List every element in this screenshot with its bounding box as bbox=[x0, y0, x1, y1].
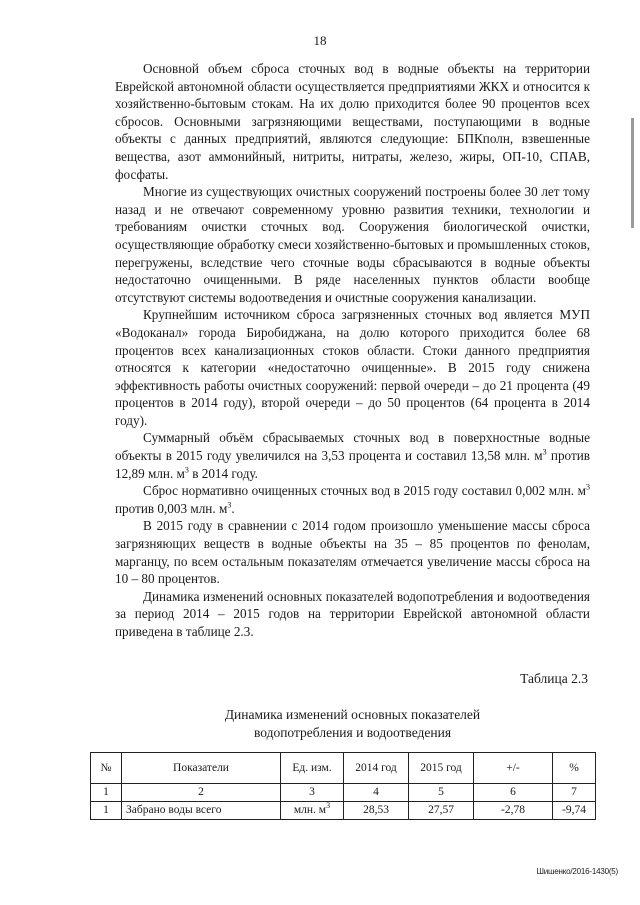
unit-text: млн. м bbox=[293, 804, 327, 816]
scan-edge-mark bbox=[631, 118, 634, 228]
text-segment: против 12,89 млн. м bbox=[115, 448, 591, 481]
table-cell-number: 1 bbox=[91, 802, 122, 820]
text-segment: в 2014 году. bbox=[188, 465, 258, 481]
table-numbering-row bbox=[91, 784, 596, 802]
superscript: 3 bbox=[326, 801, 331, 811]
text-segment: . bbox=[231, 500, 235, 516]
table-title-line: Динамика изменений основных показателей bbox=[224, 707, 481, 722]
table-cell: 2 bbox=[122, 784, 281, 802]
table-title bbox=[115, 706, 590, 742]
header-cell-number: № bbox=[91, 753, 122, 784]
paragraph-treatment-facilities: Многие из существующих очистных сооружений построены более 30 лет тому назад и не отвечают современному уровню развития техники, технологии и требованиям очистки сточных вод. Сооружения биологической очистки, осуществляющие обработку смеси хозяйственно-бытовых и промышленных стоков, перегружены, вследствие чего сточные воды сбрасываются в водные объекты недостаточно очищенными. В ряде населенных пунктов области вообще отсутствуют системы водоотведения и очистные сооружения канализации. bbox=[115, 184, 590, 305]
page-number: 18 bbox=[313, 33, 327, 48]
table-cell: 4 bbox=[344, 784, 409, 802]
document-body bbox=[115, 60, 590, 641]
paragraph-wastewater-volume: Основной объем сброса сточных вод в водные объекты на территории Еврейской автономной области осуществляется предприятиями ЖКХ и относится к хозяйственно-бытовым стокам. На их долю приходится более 90 процентов всех сбросов. Основными загрязняющими веществами, поступающими в водные объекты с данных предприятий, являются следующие: БПКполн, взвешенные вещества, азот аммонийный, нитриты, нитраты, железо, жиры, ОП-10, СПАВ, фосфаты. bbox=[115, 61, 590, 182]
header-cell-2015: 2015 год bbox=[409, 753, 474, 784]
header-cell-2014: 2014 год bbox=[344, 753, 409, 784]
table-cell: 3 bbox=[281, 784, 344, 802]
superscript: 3 bbox=[184, 465, 189, 475]
table-cell-indicator: Забрано воды всего bbox=[122, 802, 281, 820]
indicators-table bbox=[90, 752, 596, 820]
paragraph-normative-discharge bbox=[115, 482, 590, 517]
table-cell-unit bbox=[281, 802, 344, 820]
table-cell: 1 bbox=[91, 784, 122, 802]
paragraph-table-reference: Динамика изменений основных показателей водопотребления и водоотведения за период 2014 – 2015 годов на территории Еврейской автономной области приведена в таблице 2.3. bbox=[115, 588, 590, 639]
header-cell-percent: % bbox=[553, 753, 596, 784]
paragraph-total-discharge bbox=[115, 429, 590, 482]
table-cell-percent: -9,74 bbox=[553, 802, 596, 820]
table-cell-diff: -2,78 bbox=[474, 802, 553, 820]
table-title-line: водопотребления и водоотведения bbox=[253, 725, 452, 740]
header-cell-indicator: Показатели bbox=[122, 753, 281, 784]
superscript: 3 bbox=[227, 500, 232, 510]
text-segment: против 0,003 млн. м bbox=[115, 500, 228, 516]
header-cell-unit: Ед. изм. bbox=[281, 753, 344, 784]
text-segment: Суммарный объём сбрасываемых сточных вод в поверхностные водные объекты в 2015 году увеличился на 3,53 процента и составил 13,58 млн. м bbox=[115, 430, 590, 464]
table-row bbox=[91, 802, 596, 820]
footer-document-code: Шишенко/2016-1430(5) bbox=[536, 867, 618, 876]
table-header-row bbox=[91, 753, 596, 784]
superscript: 3 bbox=[542, 447, 547, 457]
table-cell: 5 bbox=[409, 784, 474, 802]
table-label: Таблица 2.3 bbox=[520, 671, 588, 686]
table-cell: 7 bbox=[553, 784, 596, 802]
header-cell-diff: +/- bbox=[474, 753, 553, 784]
paragraph-vodokanal: Крупнейшим источником сброса загрязненных сточных вод является МУП «Водоканал» города Биробиджана, на долю которого приходится более 68 процентов всех канализационных стоков области. Стоки данного предприятия относятся к категории «недостаточно очищенные». В 2015 году снижена эффективность работы очистных сооружений: первой очереди – до 21 процента (49 процентов в 2014 году), второй очереди – до 50 процентов (64 процента в 2014 году). bbox=[115, 307, 590, 428]
paragraph-pollutant-mass: В 2015 году в сравнении с 2014 годом произошло уменьшение массы сброса загрязняющих веществ в водные объекты на 35 – 85 процентов по фенолам, марганцу, по всем остальным показателям отмечается увеличение массы сброса на 10 – 80 процентов. bbox=[115, 518, 590, 587]
table-cell-2014: 28,53 bbox=[344, 802, 409, 820]
text-segment: Сброс нормативно очищенных сточных вод в 2015 году составил 0,002 млн. м bbox=[143, 483, 586, 499]
table-cell-2015: 27,57 bbox=[409, 802, 474, 820]
superscript: 3 bbox=[586, 482, 590, 492]
table-cell: 6 bbox=[474, 784, 553, 802]
